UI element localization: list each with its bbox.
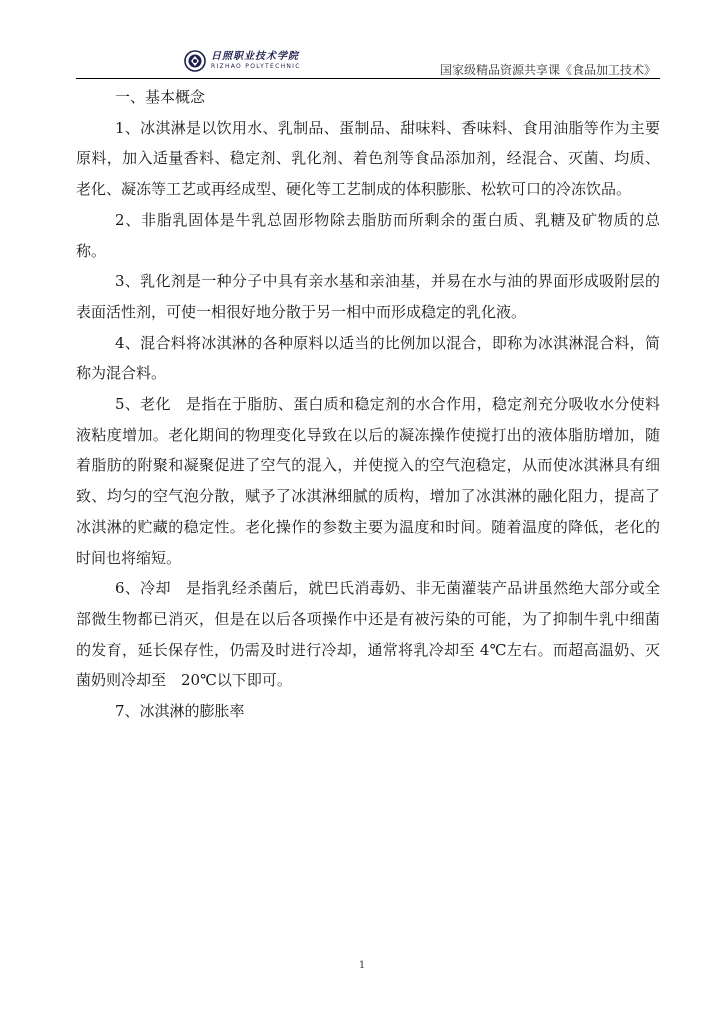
course-title: 国家级精品资源共享课《食品加工技术》 — [439, 63, 656, 77]
header-divider — [76, 78, 660, 79]
paragraph-aging: 5、老化 是指在于脂肪、蛋白质和稳定剂的水合作用，稳定剂充分吸收水分使料液粘度增加。老化期间的物理变化导致在以后的凝冻操作使搅打出的液体脂肪增加，随着脂肪的附聚和凝聚促进了空气的混入，并使搅入的空气泡稳定，从而使冰淇淋具有细致、均匀的空气泡分散，赋予了冰淇淋细腻的质构，增加了冰淇淋的融化阻力，提高了冰淇淋的贮藏的稳定性。老化操作的参数主要为温度和时间。随着温度的降低，老化的时间也将缩短。 — [76, 395, 660, 567]
page-number: 1 — [358, 960, 366, 971]
paragraph-cooling: 6、冷却 是指乳经杀菌后，就巴氏消毒奶、非无菌灌装产品讲虽然绝大部分或全部微生物都已消灭，但是在以后各项操作中还是有被污染的可能，为了抑制牛乳中细菌的发育，延长保存性，仍需及时进行冷却，通常将乳冷却至 4℃左右。而超高温奶、灭菌奶则冷却至 20℃以下即可。 — [76, 579, 660, 690]
school-emblem-icon — [184, 50, 206, 72]
school-logo — [184, 46, 301, 76]
paragraph-emulsifier: 3、乳化剂是一种分子中具有亲水基和亲油基，并易在水与油的界面形成吸附层的表面活性剂，可使一相很好地分散于另一相中而形成稳定的乳化液。 — [76, 272, 660, 321]
paragraph-ice-cream-definition: 1、冰淇淋是以饮用水、乳制品、蛋制品、甜味料、香味料、食用油脂等作为主要原料，加入适量香料、稳定剂、乳化剂、着色剂等食品添加剂，经混合、灭菌、均质、老化、凝冻等工艺或再经成型、硬化等工艺制成的体积膨胀、松软可口的冷冻饮品。 — [76, 118, 660, 199]
document-body — [76, 82, 660, 727]
page-header — [76, 40, 660, 80]
paragraph-mix: 4、混合料将冰淇淋的各种原料以适当的比例加以混合，即称为冰淇淋混合料，简称为混合料。 — [76, 333, 660, 383]
paragraph-milk-solids-non-fat: 2、非脂乳固体是牛乳总固形物除去脂肪而所剩余的蛋白质、乳糖及矿物质的总称。 — [76, 210, 660, 260]
paragraph-overrun: 7、冰淇淋的膨胀率 — [115, 702, 245, 721]
logo-english-name: RIZHAO POLYTECHNIC — [211, 63, 301, 70]
logo-chinese-name: 日照职业技术学院 — [211, 51, 299, 62]
section-heading: 一、基本概念 — [115, 88, 206, 106]
